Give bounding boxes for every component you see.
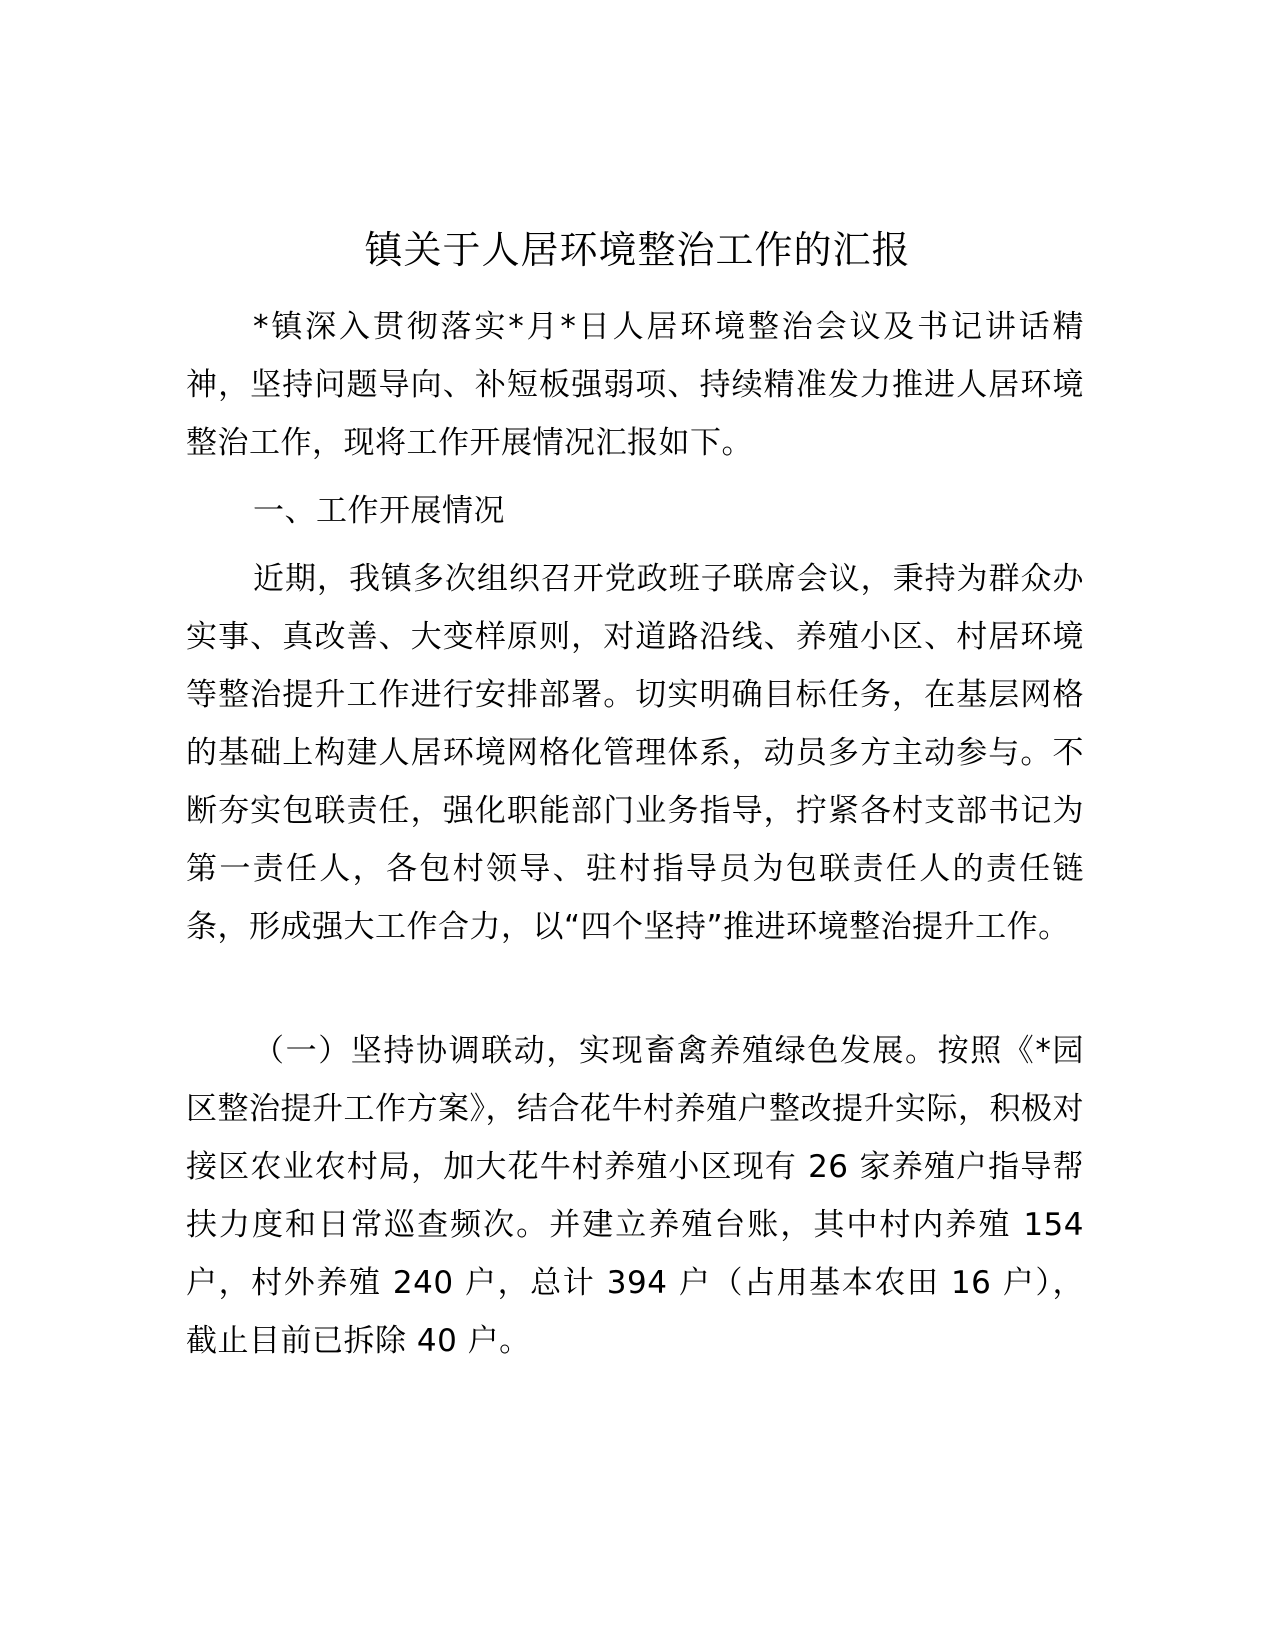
section-heading: 一、工作开展情况 (253, 493, 505, 529)
subsection-paragraph: （一）坚持协调联动，实现畜禽养殖绿色发展。按照《*园区整治提升工作方案》，结合花牛村养殖户整改提升实际，积极对接区农业农村局，加大花牛村养殖小区现有 26 家养殖户指导帮扶力度和日常巡查频次。并建立养殖台账，其中村内养殖 154 户，村外养殖 240 户，总计 394 户（占用基本农田 16 户），截止目前已拆除 40 户。 (186, 1033, 1084, 1359)
document-title: 镇关于人居环境整治工作的汇报 (364, 228, 911, 272)
body-paragraph: 近期，我镇多次组织召开党政班子联席会议，秉持为群众办实事、真改善、大变样原则，对道路沿线、养殖小区、村居环境等整治提升工作进行安排部署。切实明确目标任务，在基层网格的基础上构建人居环境网格化管理体系，动员多方主动参与。不断夯实包联责任，强化职能部门业务指导，拧紧各村支部书记为第一责任人，各包村领导、驻村指导员为包联责任人的责任链条，形成强大工作合力，以“四个坚持”推进环境整治提升工作。 (186, 561, 1084, 945)
intro-paragraph: *镇深入贯彻落实*月*日人居环境整治会议及书记讲话精神，坚持问题导向、补短板强弱项、持续精准发力推进人居环境整治工作，现将工作开展情况汇报如下。 (186, 309, 1084, 461)
